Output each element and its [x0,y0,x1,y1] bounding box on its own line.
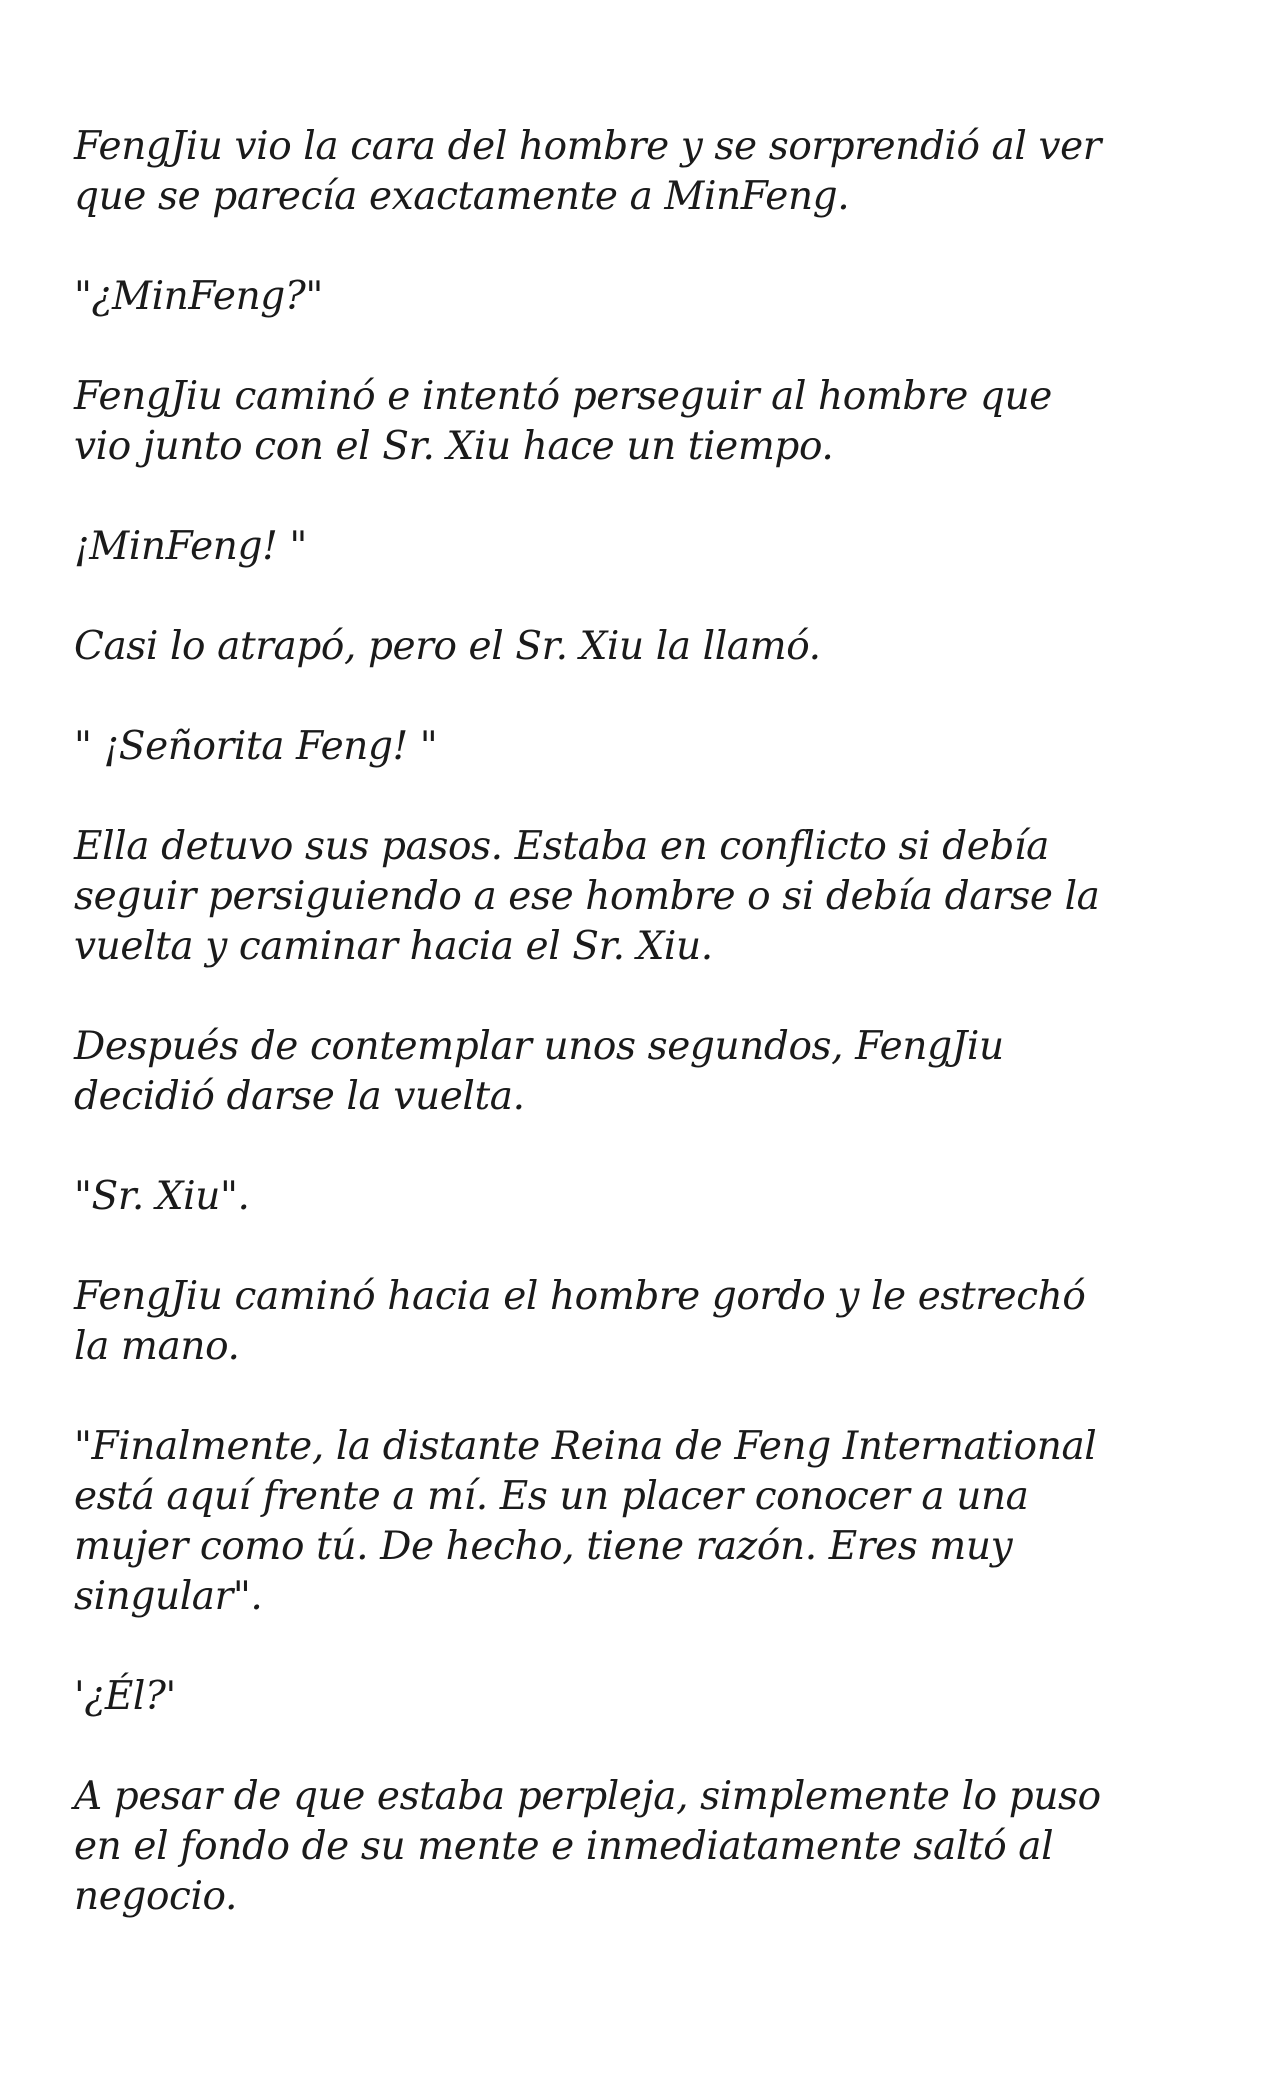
paragraph-10 [74,1272,1215,1372]
text-line: "Sr. Xiu". [74,1174,250,1219]
paragraph-2 [74,272,1215,322]
paragraph-5 [74,622,1215,672]
text-line: seguir persiguiendo a ese hombre o si debía darse la [74,874,1100,919]
paragraph-6 [74,722,1215,772]
text-line: vuelta y caminar hacia el Sr. Xiu. [74,924,713,969]
text-line: " ¡Señorita Feng! " [74,724,438,769]
text-line: Ella detuvo sus pasos. Estaba en conflicto si debía [74,824,1049,869]
text-line: Casi lo atrapó, pero el Sr. Xiu la llamó. [74,624,821,669]
text-line: Después de contemplar unos segundos, FengJiu [74,1024,1004,1069]
paragraph-12 [74,1672,1215,1722]
text-line: que se parecía exactamente a MinFeng. [74,174,850,219]
text-line: mujer como tú. De hecho, tiene razón. Eres muy [74,1524,1013,1569]
paragraph-1 [74,122,1215,222]
paragraph-3 [74,372,1215,472]
paragraph-7 [74,822,1215,972]
text-line: está aquí frente a mí. Es un placer conocer a una [74,1474,1029,1519]
text-line: la mano. [74,1324,240,1369]
paragraph-8 [74,1022,1215,1122]
paragraph-11 [74,1422,1215,1622]
text-line: singular". [74,1574,263,1619]
paragraph-4 [74,522,1215,572]
paragraph-13 [74,1772,1215,1922]
text-line: A pesar de que estaba perpleja, simplemente lo puso [74,1774,1101,1819]
text-line: vio junto con el Sr. Xiu hace un tiempo. [74,424,834,469]
text-line: FengJiu vio la cara del hombre y se sorprendió al ver [74,124,1102,169]
paragraph-9 [74,1172,1215,1222]
text-line: FengJiu caminó hacia el hombre gordo y le estrechó [74,1274,1086,1319]
text-line: en el fondo de su mente e inmediatamente saltó al [74,1824,1054,1869]
text-line: "Finalmente, la distante Reina de Feng International [74,1424,1097,1469]
text-line: ¡MinFeng! " [74,524,307,569]
text-line: "¿MinFeng?" [74,274,323,319]
text-line: '¿Él?' [74,1674,176,1719]
text-line: negocio. [74,1874,237,1919]
text-line: decidió darse la vuelta. [74,1074,525,1119]
text-line: FengJiu caminó e intentó perseguir al hombre que [74,374,1052,419]
